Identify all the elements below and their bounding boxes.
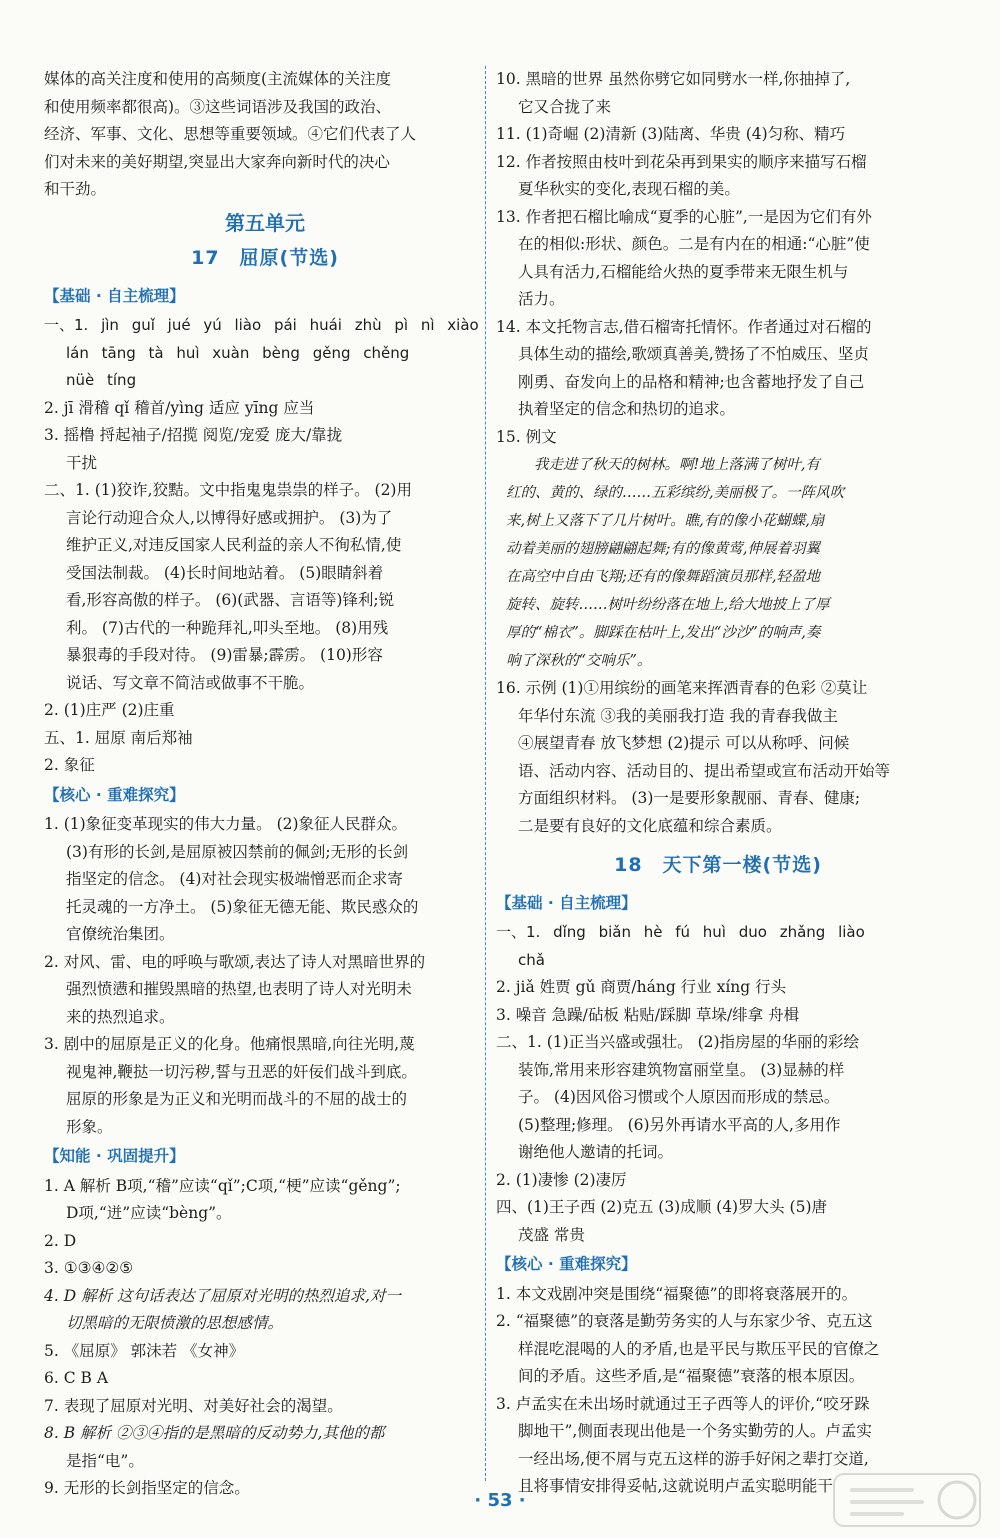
text-line: 一经出场,便不屑与克五这样的游手好闲之辈打交道, bbox=[518, 1449, 869, 1468]
text-line: 1. 本文戏剧冲突是围绕“福聚德”的即将衰落展开的。 bbox=[496, 1284, 858, 1303]
text-line: 4. D 解析 这句话表达了屈原对光明的热烈追求,对一 bbox=[44, 1286, 401, 1305]
text-line: 间的矛盾。这些矛盾,是“福聚德”衰落的根本原因。 bbox=[518, 1367, 865, 1385]
text-line: 且将事情安排得妥帖,这就说明卢孟实聪明能干 bbox=[518, 1477, 833, 1495]
text-line: 暴狠毒的手段对待。 (9)雷暴;霹雳。 (10)形容 bbox=[66, 646, 383, 664]
text-line: 刚勇、奋发向上的品格和精神;也含蓄地抒发了自己 bbox=[518, 372, 865, 391]
text-line: 说话、写文章不简洁或做事不干脆。 bbox=[66, 673, 315, 692]
text-line: 3. 噪音 急躁/砧板 粘贴/踩脚 草垛/绯拿 舟楫 bbox=[496, 1005, 800, 1024]
section-heading-core: 【核心 · 重难探究】 bbox=[44, 785, 185, 804]
essay-line: 红的、黄的、绿的……五彩缤纷,美丽极了。一阵风吹 bbox=[506, 485, 845, 501]
core-block bbox=[44, 811, 486, 1141]
text-line: 具体生动的描绘,歌颂真善美,赞扬了不怕威压、坚贞 bbox=[518, 345, 869, 363]
text-line: 装饰,常用来形容建筑物富丽堂皇。 (3)显赫的样 bbox=[518, 1060, 845, 1079]
text-line: 二、1. (1)狡诈,狡黠。文中指鬼鬼祟祟的样子。 (2)用 bbox=[44, 481, 412, 499]
text-line: 二、1. (1)正当兴盛或强壮。 (2)指房屋的华丽的彩绘 bbox=[496, 1033, 860, 1051]
text-line: 在的相似:形状、颜色。二是有内在的相通:“心脏”使 bbox=[518, 235, 870, 253]
text-line: 2. 对风、雷、电的呼唤与歌颂,表达了诗人对黑暗世界的 bbox=[44, 952, 426, 971]
text-line: 和干劲。 bbox=[44, 180, 107, 198]
text-line: 干扰 bbox=[66, 453, 98, 472]
text-line: 1. (1)象征变革现实的伟大力量。 (2)象征人民群众。 bbox=[44, 815, 408, 833]
core-block bbox=[496, 1281, 940, 1501]
pinyin-line: nüè tíng bbox=[66, 371, 137, 389]
text-line: D项,“迸”应读“bèng”。 bbox=[66, 1204, 232, 1222]
essay-line: 厚的“棉衣”。脚踩在枯叶上,发出“沙沙”的响声,奏 bbox=[506, 625, 821, 641]
text-line: 2. (1)凄惨 (2)凄厉 bbox=[496, 1170, 627, 1189]
text-line: 维护正义,对违反国家人民利益的亲人不徇私情,使 bbox=[66, 536, 402, 554]
column-divider bbox=[485, 66, 486, 1481]
text-line: 9. 无形的长剑指坚定的信念。 bbox=[44, 1479, 250, 1497]
page-number: · 53 · bbox=[474, 1490, 526, 1511]
text-line: 14. 本文托物言志,借石榴寄托情怀。作者通过对石榴的 bbox=[496, 317, 872, 336]
text-line: 15. 例文 bbox=[496, 427, 557, 446]
text-line: 二是要有良好的文化底蕴和综合素质。 bbox=[518, 816, 782, 835]
text-line: 方面组织材料。 (3)一是要形象靓丽、青春、健康; bbox=[518, 789, 861, 807]
pinyin-line: chǎ bbox=[518, 950, 545, 969]
text-line: 5. 《屈原》 郭沫若 《女神》 bbox=[44, 1341, 245, 1360]
intro-block bbox=[44, 66, 486, 204]
text-line: 指坚定的信念。 (4)对社会现实极端憎恶而企求寄 bbox=[66, 870, 403, 888]
text-line: 谢绝他人邀请的托词。 bbox=[518, 1143, 674, 1161]
section-heading-basics: 【基础 · 自主梳理】 bbox=[44, 286, 185, 305]
text-line: 16. 示例 (1)①用缤纷的画笔来挥洒青春的色彩 ②莫让 bbox=[496, 679, 868, 697]
text-line: 2. 象征 bbox=[44, 756, 95, 774]
text-line: 年华付东流 ③我的美丽我打造 我的青春我做主 bbox=[518, 706, 838, 725]
watermark-logo bbox=[832, 1470, 982, 1530]
essay-line: 我走进了秋天的树林。啊!地上落满了树叶,有 bbox=[534, 457, 820, 473]
essay-line: 旋转、旋转……树叶纷纷落在地上,给大地披上了厚 bbox=[506, 597, 830, 613]
text-line: 四、(1)王子西 (2)克五 (3)成顺 (4)罗大头 (5)唐 bbox=[496, 1198, 827, 1216]
text-line: 2. jiǎ 姓贾 gǔ 商贾/háng 行业 xíng 行头 bbox=[496, 978, 787, 996]
text-line: 它又合拢了来 bbox=[518, 97, 612, 116]
text-line: 2. D bbox=[44, 1231, 77, 1250]
text-line: 托灵魂的一方净土。 (5)象征无德无能、欺民惑众的 bbox=[66, 897, 419, 916]
text-line: 和使用频率都很高)。③这些词语涉及我国的政治、 bbox=[44, 97, 392, 116]
essay-line: 在高空中自由飞翔;还有的像舞蹈演员那样,轻盈地 bbox=[506, 569, 820, 585]
text-line: 言论行动迎合众人,以博得好感或拥护。 (3)为了 bbox=[66, 508, 393, 527]
text-line: 3. 摇橹 捋起袖子/招揽 阅览/宠爱 庞大/靠拢 bbox=[44, 426, 343, 444]
text-line: 6. C B A bbox=[44, 1369, 109, 1387]
text-line: 是指“电”。 bbox=[66, 1451, 144, 1470]
text-line: 10. 黑暗的世界 虽然你劈它如同劈水一样,你抽掉了, bbox=[496, 70, 851, 88]
text-line: (3)有形的长剑,是屈原被囚禁前的佩剑;无形的长剑 bbox=[66, 842, 409, 861]
pinyin-line: lán tāng tà huì xuàn bèng gěng chěng bbox=[66, 343, 410, 362]
text-line: 2. (1)庄严 (2)庄重 bbox=[44, 701, 175, 719]
text-line: 1. A 解析 B项,“稽”应读“qǐ”;C项,“梗”应读“gěng”; bbox=[44, 1176, 401, 1195]
text-line: (5)整理;修理。 (6)另外再请水平高的人,多用作 bbox=[518, 1115, 841, 1134]
text-line: 来的热烈追求。 bbox=[66, 1007, 175, 1026]
left-column bbox=[44, 66, 486, 1503]
text-line: 7. 表现了屈原对光明、对美好社会的渴望。 bbox=[44, 1396, 343, 1415]
essay-line: 来,树上又落下了几片树叶。瞧,有的像小花蝴蝶,扇 bbox=[506, 513, 825, 529]
text-line: 媒体的高关注度和使用的高频度(主流媒体的关注度 bbox=[44, 70, 392, 88]
basics-block bbox=[44, 312, 486, 780]
section-heading-basics: 【基础 · 自主梳理】 bbox=[496, 893, 637, 912]
text-line: 看,形容高傲的样子。 (6)(武器、言语等)锋利;锐 bbox=[66, 591, 395, 609]
text-line: 强烈愤懑和摧毁黑暗的热望,也表明了诗人对光明未 bbox=[66, 980, 412, 998]
text-line: 切黑暗的无限愤激的思想感情。 bbox=[66, 1314, 284, 1332]
text-line: 语、活动内容、活动目的、提出希望或宣布活动开始等 bbox=[518, 761, 891, 780]
text-line: 脚地干”,侧面表现出他是一个务实勤劳的人。卢孟实 bbox=[518, 1422, 872, 1440]
text-line: 们对未来的美好期望,突显出大家奔向新时代的决心 bbox=[44, 152, 390, 171]
unit-title: 第五单元 bbox=[225, 210, 305, 235]
practice-block bbox=[44, 1173, 486, 1503]
text-line: 活力。 bbox=[518, 290, 565, 308]
lesson-title-18: 18 天下第一楼(节选) bbox=[614, 854, 822, 876]
essay-line: 动着美丽的翅膀翩翩起舞;有的像黄莺,伸展着羽翼 bbox=[506, 541, 820, 557]
right-column bbox=[496, 66, 940, 1501]
section-heading-core: 【核心 · 重难探究】 bbox=[496, 1255, 637, 1273]
text-line: 屈原的形象是为正义和光明而战斗的不屈的战士的 bbox=[66, 1090, 408, 1108]
answers-10-15-block bbox=[496, 66, 940, 451]
text-line: 茂盛 常贵 bbox=[518, 1225, 585, 1244]
text-line: 8. B 解析 ②③④指的是黑暗的反动势力,其他的都 bbox=[44, 1424, 385, 1442]
text-line: 利。 (7)古代的一种跪拜礼,叩头至地。 (8)用残 bbox=[66, 618, 389, 637]
section-heading-practice: 【知能 · 巩固提升】 bbox=[44, 1147, 185, 1165]
text-line: 子。 (4)因风俗习惯或个人原因而形成的禁忌。 bbox=[518, 1088, 840, 1106]
pinyin-line: 一、1. jìn guǐ jué yú liào pái huái zhù pì nì xiào bbox=[44, 316, 479, 334]
text-line: 3. 卢孟实在未出场时就通过王子西等人的评价,“咬牙跺 bbox=[496, 1394, 870, 1413]
text-line: 夏华秋实的变化,表现石榴的美。 bbox=[518, 180, 740, 198]
answer-16-block bbox=[496, 675, 940, 840]
pinyin-line: 一、1. dǐng biǎn hè fú huì duo zhǎng liào bbox=[496, 923, 865, 941]
text-line: 2. “福聚德”的衰落是勤劳务实的人与东家少爷、克五这 bbox=[496, 1312, 873, 1330]
text-line: 受国法制裁。 (4)长时间地站着。 (5)眼睛斜着 bbox=[66, 563, 384, 582]
text-line: 3. 剧中的屈原是正义的化身。他痛恨黑暗,向往光明,蔑 bbox=[44, 1035, 415, 1053]
text-line: 经济、军事、文化、思想等重要领域。④它们代表了人 bbox=[44, 125, 417, 143]
lesson-title-17: 17 屈原(节选) bbox=[191, 247, 339, 269]
sample-essay bbox=[496, 451, 940, 675]
basics-block bbox=[496, 919, 940, 1249]
text-line: 官僚统治集团。 bbox=[66, 925, 175, 943]
text-line: 11. (1)奇崛 (2)清新 (3)陆离、华贵 (4)匀称、精巧 bbox=[496, 125, 846, 143]
text-line: 执着坚定的信念和热切的追求。 bbox=[518, 400, 736, 418]
text-line: 形象。 bbox=[66, 1117, 113, 1136]
text-line: 3. ①③④②⑤ bbox=[44, 1259, 134, 1277]
text-line: 13. 作者把石榴比喻成“夏季的心脏”,一是因为它们有外 bbox=[496, 207, 872, 226]
text-line: 12. 作者按照由枝叶到花朵再到果实的顺序来描写石榴 bbox=[496, 152, 867, 171]
text-line: 视鬼神,鞭挞一切污秽,誓与丑恶的奸佞们战斗到底。 bbox=[66, 1062, 417, 1081]
text-line: 五、1. 屈原 南后郑袖 bbox=[44, 728, 193, 747]
text-line: 人具有活力,石榴能给火热的夏季带来无限生机与 bbox=[518, 262, 849, 281]
text-line: ④展望青春 放飞梦想 (2)提示 可以从称呼、问候 bbox=[518, 734, 850, 752]
text-line: 样混吃混喝的人的矛盾,也是平民与欺压平民的官僚之 bbox=[518, 1339, 880, 1358]
text-line: 2. jī 滑稽 qǐ 稽首/yìng 适应 yīng 应当 bbox=[44, 398, 315, 417]
essay-line: 响了深秋的“交响乐”。 bbox=[506, 653, 652, 669]
